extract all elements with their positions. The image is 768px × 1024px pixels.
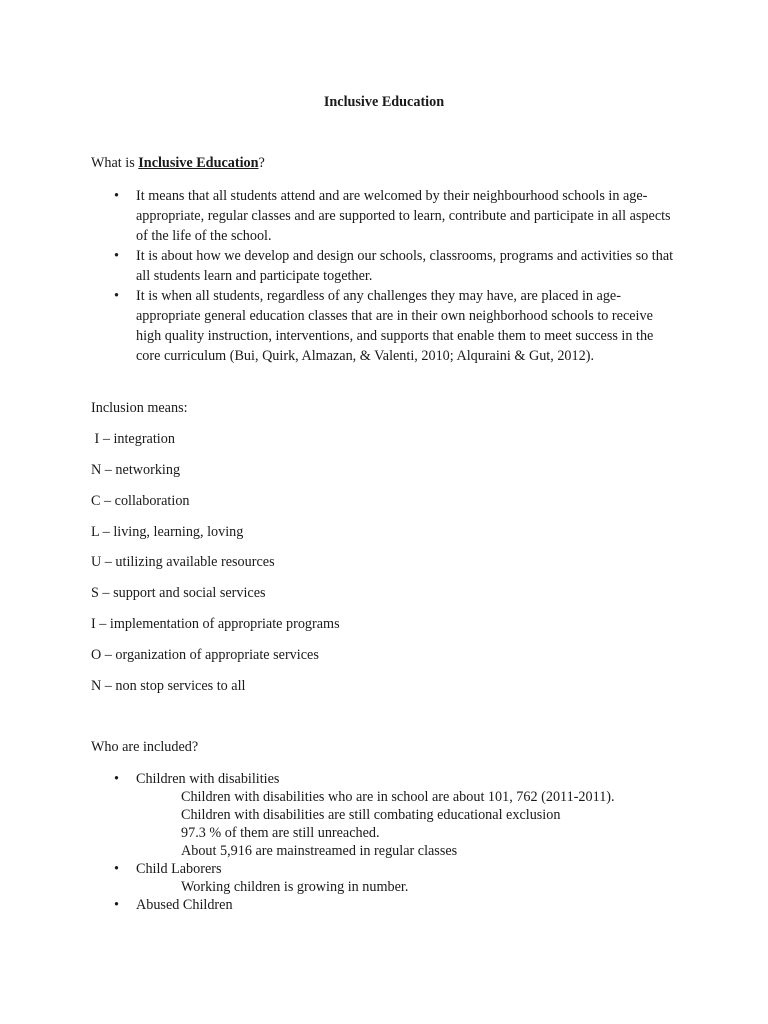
detail-line: Working children is growing in number. xyxy=(181,879,409,895)
inclusion-item: N – non stop services to all xyxy=(91,678,246,694)
inclusion-item: L – living, learning, loving xyxy=(91,524,244,540)
inclusion-item: N – networking xyxy=(91,462,181,478)
who-item-details xyxy=(136,788,714,860)
definition-item xyxy=(114,286,674,366)
definition-list xyxy=(114,186,674,366)
question-heading xyxy=(91,155,265,172)
who-item xyxy=(114,860,714,896)
definition-text: It means that all students attend and are welcomed by their neighbourhood schools in age-appropriate, regular classes and are supported to learn, contribute and participate in all aspects of the life of the school. xyxy=(136,188,671,244)
who-item-details xyxy=(136,878,714,896)
inclusion-item: S – support and social services xyxy=(91,585,266,601)
inclusion-item: U – utilizing available resources xyxy=(91,554,275,570)
detail-line: Children with disabilities who are in school are about 101, 762 (2011-2011). xyxy=(181,789,615,805)
bullet-icon: • xyxy=(114,897,119,913)
question-emphasis: Inclusive Education xyxy=(138,155,259,171)
bullet-icon: • xyxy=(114,188,119,204)
bullet-icon: • xyxy=(114,771,119,787)
who-item xyxy=(114,896,714,914)
definition-text: It is about how we develop and design our schools, classrooms, programs and activities so that all students learn and participate together. xyxy=(136,248,674,284)
inclusion-item: I – integration xyxy=(91,431,175,447)
inclusion-item: O – organization of appropriate services xyxy=(91,647,319,663)
who-list xyxy=(114,770,714,914)
detail-line: 97.3 % of them are still unreached. xyxy=(181,825,380,841)
definition-text: It is when all students, regardless of any challenges they may have, are placed in age-appropriate general education classes that are in their own neighborhood schools to receive high quality instruction, interventions, and supports that enable them to meet success in the core curriculum (Bui, Quirk, Almazan, & Valenti, 2010; Alquraini & Gut, 2012). xyxy=(136,288,654,364)
inclusion-item: C – collaboration xyxy=(91,493,190,509)
definition-item xyxy=(114,186,674,246)
who-item-label: Abused Children xyxy=(136,897,233,913)
question-suffix: ? xyxy=(258,155,265,171)
document-title: Inclusive Education xyxy=(323,94,445,110)
bullet-icon: • xyxy=(114,861,119,877)
detail-line: About 5,916 are mainstreamed in regular classes xyxy=(181,843,458,859)
who-item-label: Child Laborers xyxy=(136,861,222,877)
detail-line: Children with disabilities are still combating educational exclusion xyxy=(181,807,561,823)
definition-item xyxy=(114,246,674,286)
question-prefix: What is xyxy=(91,155,139,171)
inclusion-heading: Inclusion means: xyxy=(91,400,188,416)
who-heading: Who are included? xyxy=(91,739,199,755)
bullet-icon: • xyxy=(114,248,119,264)
who-item xyxy=(114,770,714,860)
bullet-icon: • xyxy=(114,288,119,304)
inclusion-item: I – implementation of appropriate programs xyxy=(91,616,340,632)
who-item-label: Children with disabilities xyxy=(136,771,280,787)
